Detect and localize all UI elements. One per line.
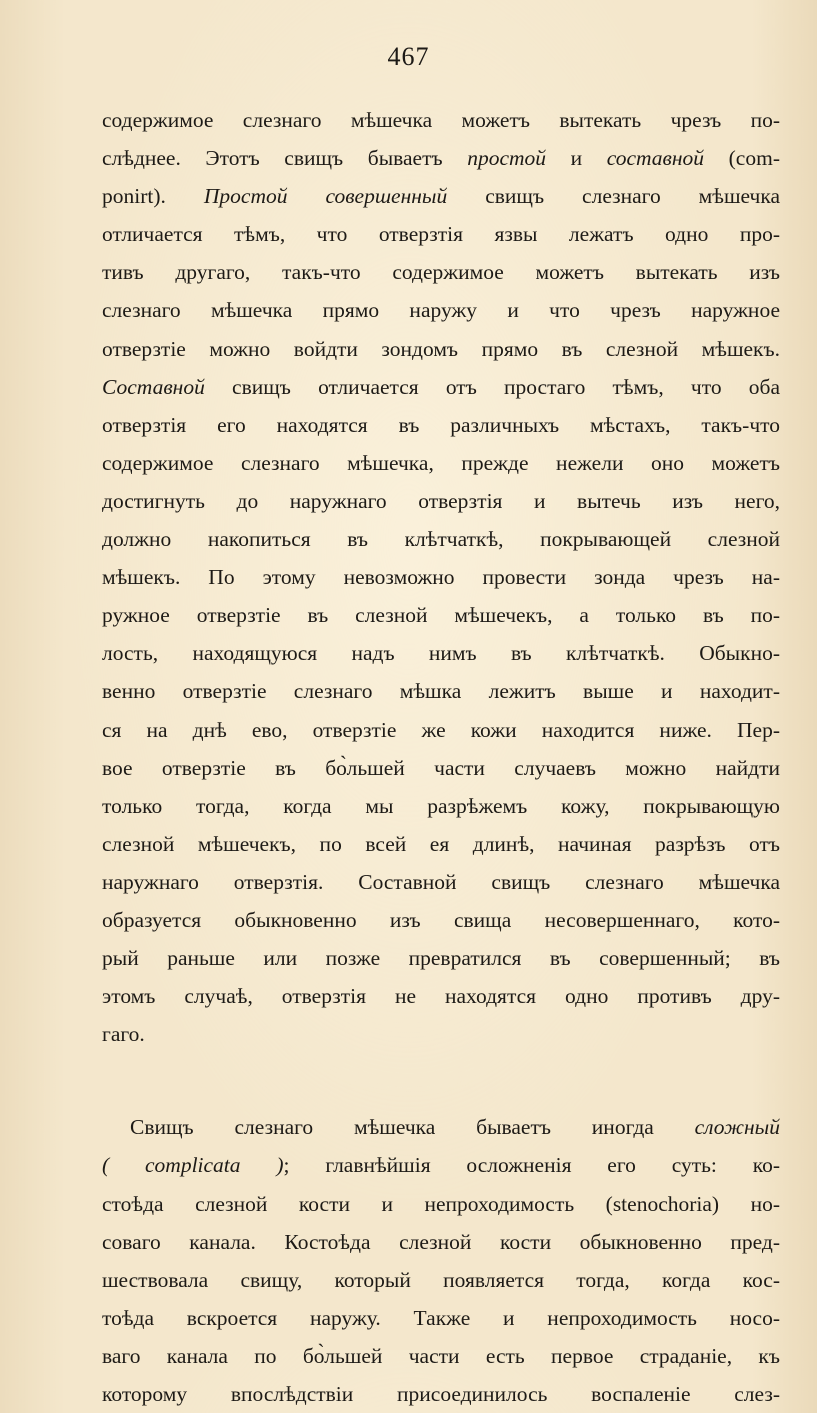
text-line: ( complicata ); главнѣйшія осложненія его суть: ко- bbox=[102, 1153, 780, 1178]
text-line: тоѣда вскроется наружу. Также и непроходимость носо- bbox=[102, 1305, 780, 1330]
text-line: только тогда, когда мы разрѣжемъ кожу, покрывающую bbox=[102, 793, 780, 818]
text-line: отверзтія его находятся въ различныхъ мѣстахъ, такъ-что bbox=[102, 412, 780, 437]
text-line: которому впослѣдствіи присоединилось воспаленіе слез- bbox=[102, 1382, 780, 1406]
page-number: 467 bbox=[387, 42, 430, 71]
text-line: содержимое слезнаго мѣшечка, прежде нежели оно можетъ bbox=[102, 450, 780, 475]
text-line: гаго. bbox=[102, 1022, 145, 1047]
body-text bbox=[102, 101, 780, 1413]
text-line: слезнаго мѣшечка прямо наружу и что чрезъ наружное bbox=[102, 298, 780, 323]
text-line: шествовала свищу, который появляется тогда, когда кос- bbox=[102, 1267, 780, 1292]
text-line: этомъ случаѣ, отверзтія не находятся одно противъ дру- bbox=[102, 984, 780, 1009]
text-line: должно накопиться въ клѣтчаткѣ, покрывающей слезной bbox=[102, 527, 780, 552]
paragraph-gap bbox=[102, 1053, 780, 1108]
text-line: содержимое слезнаго мѣшечка можетъ вытекать чрезъ по- bbox=[102, 108, 780, 132]
paragraph-2 bbox=[102, 1108, 780, 1413]
text-line: рый раньше или позже превратился въ совершенный; въ bbox=[102, 946, 780, 971]
text-line: ваго канала по бо̀льшей части есть первое страданіе, къ bbox=[102, 1343, 780, 1368]
text-line: отверзтіе можно войдти зондомъ прямо въ слезной мѣшекъ. bbox=[102, 336, 780, 361]
text-line: Свищъ слезнаго мѣшечка бываетъ иногда сложный bbox=[130, 1115, 780, 1140]
text-line: достигнуть до наружнаго отверзтія и вытечь изъ него, bbox=[102, 488, 780, 513]
text-line: мѣшекъ. По этому невозможно провести зонда чрезъ на- bbox=[102, 565, 780, 590]
text-line: лость, находящуюся надъ нимъ въ клѣтчаткѣ. Обыкно- bbox=[102, 641, 780, 666]
text-line: отличается тѣмъ, что отверзтія язвы лежатъ одно про- bbox=[102, 222, 780, 247]
text-line: образуется обыкновенно изъ свища несовершеннаго, кото- bbox=[102, 907, 780, 932]
text-line: венно отверзтіе слезнаго мѣшка лежитъ выше и находит- bbox=[102, 679, 780, 704]
text-line: Составной свищъ отличается отъ простаго тѣмъ, что оба bbox=[102, 374, 780, 399]
text-line: слѣднее. Этотъ свищъ бываетъ простой и составной (com- bbox=[102, 146, 780, 171]
text-line: соваго канала. Костоѣда слезной кости обыкновенно пред- bbox=[102, 1229, 780, 1254]
paragraph-1 bbox=[102, 101, 780, 1053]
text-line: стоѣда слезной кости и непроходимость (stenochoria) но- bbox=[102, 1191, 780, 1216]
text-line: вое отверзтіе въ бо̀льшей части случаевъ можно найдти bbox=[102, 755, 780, 780]
text-line: слезной мѣшечекъ, по всей ея длинѣ, начиная разрѣзъ отъ bbox=[102, 831, 780, 856]
text-line: тивъ другаго, такъ-что содержимое можетъ вытекать изъ bbox=[102, 260, 780, 285]
text-line: ружное отверзтіе въ слезной мѣшечекъ, а только въ по- bbox=[102, 603, 780, 628]
text-line: наружнаго отверзтія. Составной свищъ слезнаго мѣшечка bbox=[102, 869, 780, 894]
text-line: ся на днѣ ево, отверзтіе же кожи находится ниже. Пер- bbox=[102, 717, 780, 742]
text-line: ponirt). Простой совершенный свищъ слезнаго мѣшечка bbox=[102, 184, 780, 209]
